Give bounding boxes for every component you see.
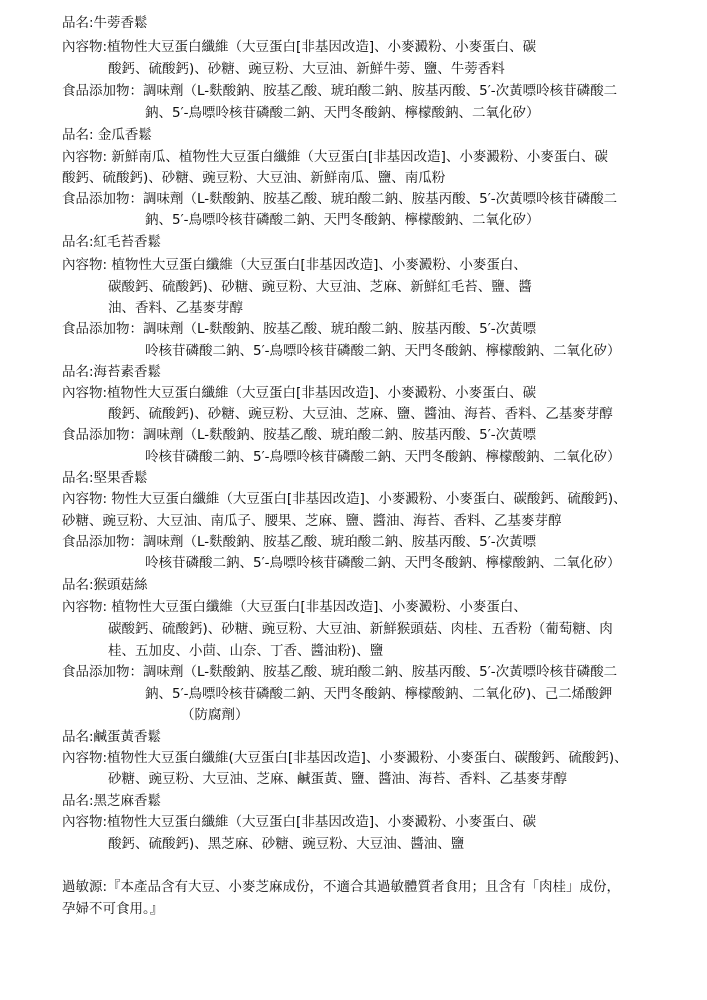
ingredients-line: 內容物:植物性大豆蛋白纖維（大豆蛋白[非基因改造]、小麥澱粉、小麥蛋白、碳 [62, 814, 537, 830]
ingredients-line: 碳酸鈣、硫酸鈣)、砂糖、豌豆粉、大豆油、新鮮猴頭菇、肉桂、五香粉（葡萄糖、肉 [108, 621, 613, 637]
ingredients-line: 酸鈣、硫酸鈣)、砂糖、豌豆粉、大豆油、新鮮南瓜、鹽、南瓜粉 [62, 170, 446, 186]
ingredients-line: 內容物: 植物性大豆蛋白纖維（大豆蛋白[非基因改造]、小麥澱粉、小麥蛋白、 [62, 257, 527, 273]
product-name: 品名:黑芝麻香鬆 [62, 793, 162, 809]
additives-line: 呤核苷磷酸二鈉、5′-鳥嘌呤核苷磷酸二鈉、天門冬酸鈉、檸檬酸鈉、二氧化矽） [145, 449, 621, 465]
ingredients-line: 內容物: 植物性大豆蛋白纖維（大豆蛋白[非基因改造]、小麥澱粉、小麥蛋白、 [62, 599, 527, 615]
ingredients-line: 內容物: 新鮮南瓜、植物性大豆蛋白纖維（大豆蛋白[非基因改造]、小麥澱粉、小麥蛋白、碳 [62, 149, 608, 165]
additives-line: 鈉、5′-鳥嘌呤核苷磷酸二鈉、天門冬酸鈉、檸檬酸鈉、二氧化矽） [145, 212, 540, 228]
additives-line: 食品添加物：調味劑（L-麩酸鈉、胺基乙酸、琥珀酸二鈉、胺基丙酸、5′-次黃嘌呤核苷磷酸二 [62, 83, 618, 99]
ingredients-line: 酸鈣、硫酸鈣)、砂糖、豌豆粉、大豆油、新鮮牛蒡、鹽、牛蒡香料 [108, 61, 505, 77]
additives-line: 食品添加物：調味劑（L-麩酸鈉、胺基乙酸、琥珀酸二鈉、胺基丙酸、5′-次黃嘌 [62, 427, 537, 443]
additives-line: 鈉、5′-鳥嘌呤核苷磷酸二鈉、天門冬酸鈉、檸檬酸鈉、二氧化矽)、己二烯酸鉀 [145, 686, 613, 702]
ingredients-line: 內容物:植物性大豆蛋白纖維(大豆蛋白[非基因改造]、小麥澱粉、小麥蛋白、碳酸鈣、硫酸鈣)、 [62, 750, 628, 766]
additives-line: 食品添加物：調味劑（L-麩酸鈉、胺基乙酸、琥珀酸二鈉、胺基丙酸、5′-次黃嘌呤核苷磷酸二 [62, 191, 618, 207]
ingredients-line: 酸鈣、硫酸鈣)、砂糖、豌豆粉、大豆油、芝麻、鹽、醬油、海苔、香料、乙基麥芽醇 [108, 406, 613, 422]
additives-line: 呤核苷磷酸二鈉、5′-鳥嘌呤核苷磷酸二鈉、天門冬酸鈉、檸檬酸鈉、二氧化矽） [145, 555, 621, 571]
product-name: 品名: 金瓜香鬆 [62, 127, 152, 143]
additives-line: （防腐劑） [181, 707, 249, 723]
product-name: 品名:海苔素香鬆 [62, 364, 162, 380]
allergen-notice: 過敏源:『本產品含有大豆、小麥芝麻成份，不適合其過敏體質者食用；且含有「肉桂」成份， [62, 879, 621, 895]
product-name: 品名:紅毛苔香鬆 [62, 234, 162, 250]
additives-line: 呤核苷磷酸二鈉、5′-鳥嘌呤核苷磷酸二鈉、天門冬酸鈉、檸檬酸鈉、二氧化矽） [145, 343, 621, 359]
additives-line: 食品添加物：調味劑（L-麩酸鈉、胺基乙酸、琥珀酸二鈉、胺基丙酸、5′-次黃嘌呤核苷磷酸二 [62, 664, 618, 680]
ingredients-line: 酸鈣、硫酸鈣)、黑芝麻、砂糖、豌豆粉、大豆油、醬油、鹽 [108, 836, 465, 852]
ingredients-line: 桂、五加皮、小茴、山奈、丁香、醬油粉)、鹽 [108, 643, 384, 659]
ingredients-line: 砂糖、豌豆粉、大豆油、芝麻、鹹蛋黃、鹽、醬油、海苔、香料、乙基麥芽醇 [108, 771, 567, 787]
product-name: 品名:猴頭菇絲 [62, 577, 148, 593]
ingredients-line: 內容物: 物性大豆蛋白纖維（大豆蛋白[非基因改造]、小麥澱粉、小麥蛋白、碳酸鈣、硫酸鈣)、 [62, 491, 627, 507]
ingredients-line: 碳酸鈣、硫酸鈣)、砂糖、豌豆粉、大豆油、芝麻、新鮮紅毛苔、鹽、醬 [108, 279, 532, 295]
ingredients-line: 砂糖、豌豆粉、大豆油、南瓜子、腰果、芝麻、鹽、醬油、海苔、香料、乙基麥芽醇 [62, 513, 562, 529]
ingredients-line: 內容物:植物性大豆蛋白纖維（大豆蛋白[非基因改造]、小麥澱粉、小麥蛋白、碳 [62, 39, 537, 55]
additives-line: 食品添加物：調味劑（L-麩酸鈉、胺基乙酸、琥珀酸二鈉、胺基丙酸、5′-次黃嘌 [62, 534, 537, 550]
ingredients-line: 內容物:植物性大豆蛋白纖維（大豆蛋白[非基因改造]、小麥澱粉、小麥蛋白、碳 [62, 385, 537, 401]
additives-line: 食品添加物：調味劑（L-麩酸鈉、胺基乙酸、琥珀酸二鈉、胺基丙酸、5′-次黃嘌 [62, 321, 537, 337]
product-name: 品名:鹹蛋黃香鬆 [62, 729, 162, 745]
product-name: 品名:堅果香鬆 [62, 470, 148, 486]
product-name: 品名:牛蒡香鬆 [62, 15, 148, 31]
ingredients-line: 油、香料、乙基麥芽醇 [108, 300, 243, 316]
additives-line: 鈉、5′-鳥嘌呤核苷磷酸二鈉、天門冬酸鈉、檸檬酸鈉、二氧化矽） [145, 105, 540, 121]
allergen-notice: 孕婦不可食用。』 [62, 901, 164, 917]
